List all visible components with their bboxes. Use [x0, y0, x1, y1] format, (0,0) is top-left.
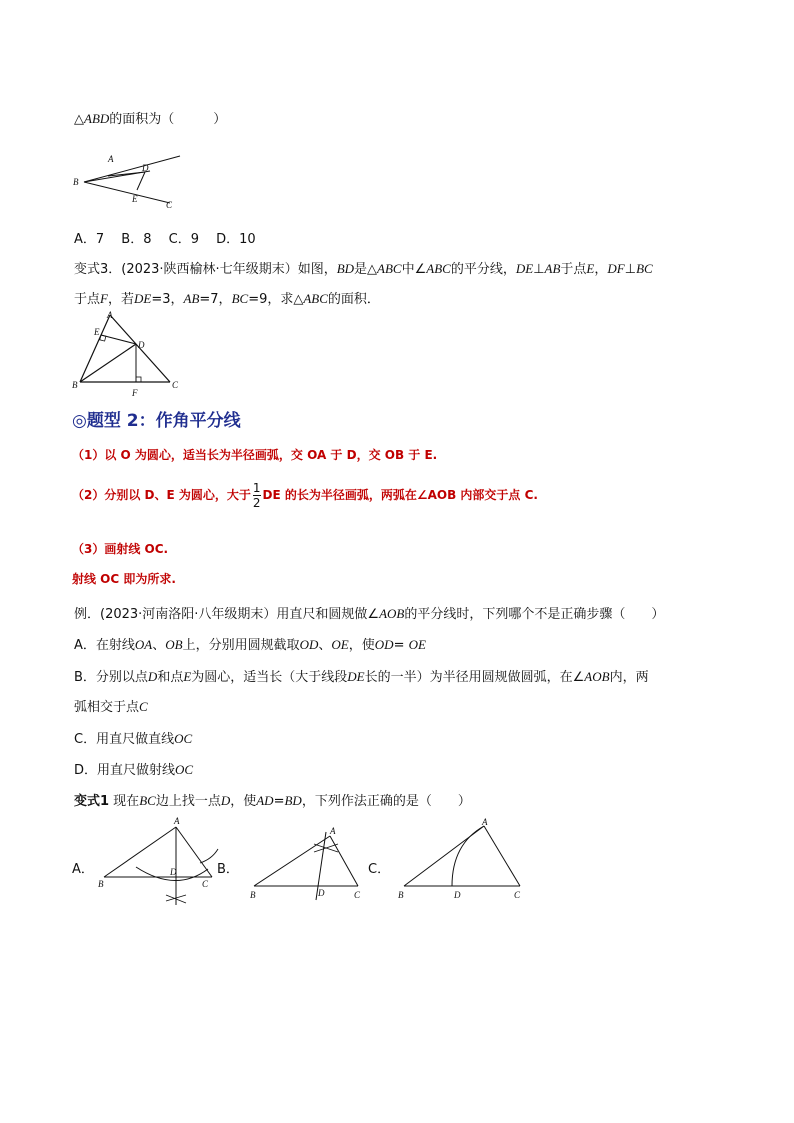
figb-label-b: B [250, 890, 256, 900]
section-heading: ◎题型 2：作角平分线 [72, 411, 241, 431]
step-1: （1）以 O 为圆心，适当长为半径画弧，交 OA 于 D，交 OB 于 E. [72, 448, 438, 462]
fig2-label-a: A [107, 310, 113, 320]
figc-label-b: B [398, 890, 404, 900]
fraction-one-half: $\frac{1}{2}$ [252, 481, 261, 510]
example-stem: 例．(2023·河南洛阳·八年级期末）用直尺和圆规做∠AOB的平分线时，下列哪个不是正确步骤（ ） [74, 606, 665, 622]
construction-figure-a [94, 815, 220, 915]
example-option-b-line2: 弧相交于点C [74, 699, 148, 715]
conclusion: 射线 OC 即为所求. [72, 572, 176, 586]
variant3-line2: 于点F，若DE=3，AB=7，BC=9，求△ABC的面积． [74, 291, 380, 307]
construction-figure-b [244, 826, 368, 904]
example-option-c: C．用直尺做直线OC [74, 731, 193, 747]
construction-figure-c [394, 818, 530, 904]
figa-label-c: C [202, 879, 209, 889]
fig2-label-d: D [138, 340, 145, 350]
figc-label-a: A [482, 818, 488, 827]
figure-triangle-abc-bisector [70, 310, 190, 398]
example-option-d: D．用直尺做射线OC [74, 762, 194, 778]
fig1-label-c: C [166, 200, 173, 210]
figa-label-d: D [170, 867, 177, 877]
variant3-line1: 变式3．(2023·陕西榆林·七年级期末）如图，BD是△ABC中∠ABC的平分线，DE⊥AB于点E，DF⊥BC [74, 261, 653, 277]
fig2-label-c: C [172, 380, 179, 390]
fig2-label-b: B [72, 380, 78, 390]
option-a-label: A． [72, 862, 94, 877]
fig2-label-e: E [94, 327, 100, 337]
option-b-label: B． [217, 862, 239, 877]
step-3: （3）画射线 OC. [72, 542, 169, 556]
fig1-label-d: D [142, 163, 149, 173]
figb-label-a: A [330, 826, 336, 836]
fig1-label-a: A [108, 154, 114, 164]
figb-label-c: C [354, 890, 361, 900]
option-c-label: C． [368, 862, 391, 877]
figa-label-a: A [174, 816, 180, 826]
step-2: （2）分别以 D、E 为圆心，大于 $\frac{1}{2}$ DE 的长为半径画弧，两弧在∠AOB 内部交于点 C. [72, 481, 538, 510]
figc-label-c: C [514, 890, 521, 900]
example-option-a: A．在射线OA、OB上，分别用圆规截取OD、OE，使OD= OE [74, 637, 426, 653]
figa-label-b: B [98, 879, 104, 889]
fig1-label-b: B [73, 177, 79, 187]
answer-options: A．7 B．8 C．9 D．10 [74, 232, 256, 247]
fig1-label-e: E [132, 194, 138, 204]
figb-label-d: D [318, 888, 325, 898]
example-option-b-line1: B．分别以点D和点E为圆心，适当长（大于线段DE长的一半）为半径用圆规做圆弧，在∠AOB内，两 [74, 669, 649, 685]
figure-angle-bisector-abd [70, 148, 190, 212]
question-stem: △ABD的面积为（ ） [74, 111, 227, 127]
variant1-stem: 变式1 现在BC边上找一点D，使AD=BD，下列作法正确的是（ ） [74, 793, 471, 809]
figc-label-d: D [454, 890, 461, 900]
fig2-label-f: F [132, 388, 138, 398]
